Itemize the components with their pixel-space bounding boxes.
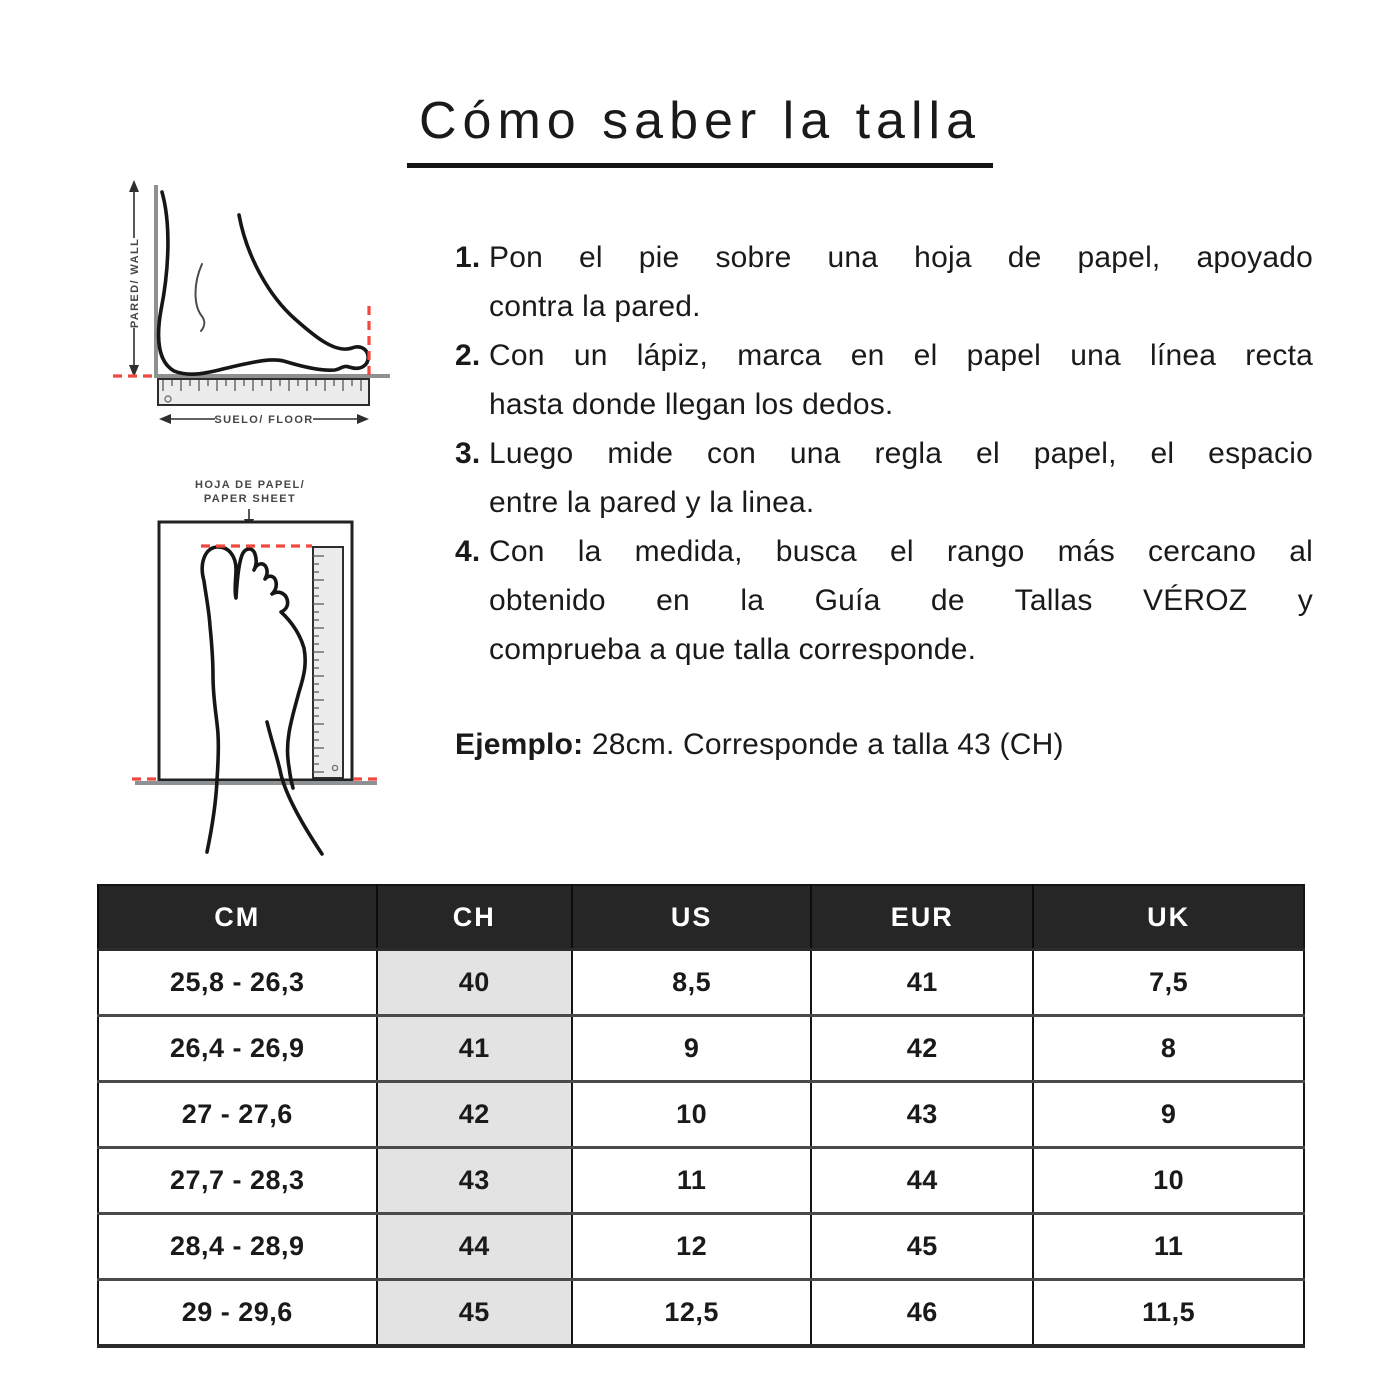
- table-row: [98, 1280, 1304, 1347]
- table-cell: 45: [811, 1214, 1033, 1280]
- size-table: [97, 884, 1305, 1348]
- table-cell: 44: [811, 1148, 1033, 1214]
- table-row: [98, 1082, 1304, 1148]
- paper-sheet-label: PAPER SHEET: [203, 493, 297, 505]
- table-cell: 10: [1033, 1148, 1304, 1214]
- step-text: Con la medida, busca el rango más cercano al: [489, 535, 1313, 568]
- table-cell: 41: [377, 1016, 572, 1082]
- table-header-cm: CM: [98, 885, 377, 950]
- table-cell: 7,5: [1033, 950, 1304, 1016]
- example-line: [455, 720, 1313, 769]
- step-number: 2.: [455, 339, 481, 372]
- table-cell: 11: [572, 1148, 811, 1214]
- example-label: Ejemplo:: [455, 728, 584, 761]
- floor-label: SUELO/ FLOOR: [214, 414, 314, 426]
- table-cell: 26,4 - 26,9: [98, 1016, 377, 1082]
- table-cell: 12,5: [572, 1280, 811, 1347]
- wall-label: PARED/ WALL: [129, 237, 141, 329]
- size-table-body: [98, 950, 1304, 1347]
- table-cell: 8,5: [572, 950, 811, 1016]
- table-cell: 27,7 - 28,3: [98, 1148, 377, 1214]
- step-number: 1.: [455, 241, 481, 274]
- table-cell: 11: [1033, 1214, 1304, 1280]
- table-cell: 29 - 29,6: [98, 1280, 377, 1347]
- step-text: contra la pared.: [489, 290, 701, 323]
- step-text: entre la pared y la linea.: [489, 486, 815, 519]
- step-text: obtenido en la Guía de Tallas VÉROZ y: [489, 584, 1313, 617]
- page-title: Cómo saber la talla: [407, 91, 993, 168]
- table-cell: 40: [377, 950, 572, 1016]
- table-header-eur: EUR: [811, 885, 1033, 950]
- table-cell: 43: [811, 1082, 1033, 1148]
- step-text: Luego mide con una regla el papel, el espacio: [489, 437, 1313, 470]
- table-cell: 11,5: [1033, 1280, 1304, 1347]
- step-text: Con un lápiz, marca en el papel una línea recta: [489, 339, 1313, 372]
- instruction-step: [455, 233, 1313, 331]
- table-cell: 42: [811, 1016, 1033, 1082]
- step-text: hasta donde llegan los dedos.: [489, 388, 894, 421]
- table-row: [98, 1214, 1304, 1280]
- foot-paper-diagram: [108, 462, 433, 862]
- table-cell: 8: [1033, 1016, 1304, 1082]
- example-text: 28cm. Corresponde a talla 43 (CH): [591, 728, 1064, 761]
- table-cell: 45: [377, 1280, 572, 1347]
- arrow-right-icon: [357, 414, 369, 424]
- table-cell: 46: [811, 1280, 1033, 1347]
- table-header-row: [98, 885, 1304, 950]
- step-number: 3.: [455, 437, 481, 470]
- ruler: [313, 547, 343, 778]
- step-text: Pon el pie sobre una hoja de papel, apoyado: [489, 241, 1313, 274]
- table-cell: 10: [572, 1082, 811, 1148]
- foot-wall-diagram: [75, 158, 420, 458]
- table-cell: 9: [572, 1016, 811, 1082]
- table-cell: 28,4 - 28,9: [98, 1214, 377, 1280]
- table-cell: 27 - 27,6: [98, 1082, 377, 1148]
- ankle-detail: [196, 264, 205, 331]
- instruction-step: [455, 527, 1313, 674]
- table-cell: 25,8 - 26,3: [98, 950, 377, 1016]
- table-header-uk: UK: [1033, 885, 1304, 950]
- instruction-step: [455, 429, 1313, 527]
- foot-outline: [159, 192, 369, 374]
- table-cell: 44: [377, 1214, 572, 1280]
- table-cell: 9: [1033, 1082, 1304, 1148]
- table-header-us: US: [572, 885, 811, 950]
- table-cell: 43: [377, 1148, 572, 1214]
- table-row: [98, 1148, 1304, 1214]
- table-cell: 41: [811, 950, 1033, 1016]
- step-number: 4.: [455, 535, 481, 568]
- table-header-ch: CH: [377, 885, 572, 950]
- step-text: comprueba a que talla corresponde.: [489, 633, 977, 666]
- size-table-header: [98, 885, 1304, 950]
- table-cell: 42: [377, 1082, 572, 1148]
- table-row: [98, 1016, 1304, 1082]
- table-cell: 12: [572, 1214, 811, 1280]
- instruction-step: [455, 331, 1313, 429]
- instructions-list: [455, 233, 1313, 799]
- table-row: [98, 950, 1304, 1016]
- paper-sheet-label: HOJA DE PAPEL/: [194, 479, 306, 491]
